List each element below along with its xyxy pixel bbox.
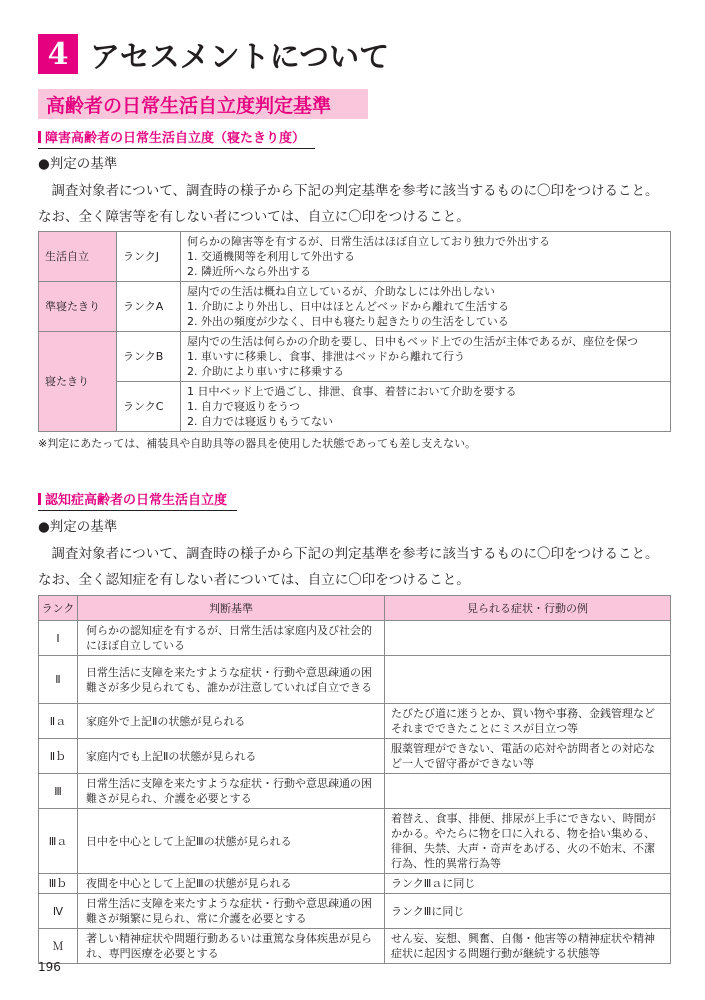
rank-cell: Ⅰ <box>39 621 78 656</box>
examples-cell: 着替え、食事、排便、排尿が上手にできない、時間がかかる。やたらに物を口に入れる、物を拾い集める、徘徊、失禁、大声・奇声をあげる、火の不始末、不潔行為、性的異常行為等 <box>385 809 671 874</box>
chapter-title: アセスメントについて <box>90 40 390 75</box>
rank-cell: Ⅱａ <box>39 704 78 739</box>
criteria-heading: ●判定の基準 <box>38 519 118 535</box>
rank-cell: Ⅲｂ <box>39 874 78 894</box>
table-row <box>39 232 671 282</box>
table-header-row <box>39 596 671 621</box>
category-cell: 生活自立 <box>39 232 117 282</box>
criteria-cell: 日常生活に支障を来たすような症状・行動や意思疎通の困難さが見られ、介護を必要とする <box>78 774 385 809</box>
examples-cell: たびたび道に迷うとか、買い物や事務、金銭管理などそれまでできたことにミスが目立つ等 <box>385 704 671 739</box>
description-line: 2. 外出の頻度が少なく、日中も寝たり起きたりの生活をしている <box>187 315 509 328</box>
chapter-number-badge: 4 <box>38 34 78 74</box>
column-header: ランク <box>39 596 78 621</box>
rank-cell: Ⅲ <box>39 774 78 809</box>
examples-cell <box>385 774 671 809</box>
table-row <box>39 874 671 894</box>
description-line: 2. 自力では寝返りもうてない <box>187 415 333 428</box>
examples-cell <box>385 656 671 704</box>
criteria-cell: 家庭内でも上記Ⅱの状態が見られる <box>78 739 385 774</box>
rank-cell: Ⅱ <box>39 656 78 704</box>
description-line: 1. 介助により外出し、日中はほとんどベッドから離れて生活する <box>187 300 509 313</box>
examples-cell: ランクⅢに同じ <box>385 894 671 929</box>
description-cell <box>181 382 671 432</box>
table-row <box>39 282 671 332</box>
examples-cell: ランクⅢａに同じ <box>385 874 671 894</box>
description-line: 1 日中ベッド上で過ごし、排泄、食事、着替において介助を要する <box>187 385 517 398</box>
table-row <box>39 704 671 739</box>
criteria-heading: ●判定の基準 <box>38 156 118 172</box>
rank-cell: ランクJ <box>117 232 181 282</box>
subsection-title-text: 認知症高齢者の日常生活自立度 <box>45 493 228 508</box>
category-cell: 寝たきり <box>39 332 117 432</box>
rank-cell: Ｍ <box>39 929 78 964</box>
rank-cell: ランクC <box>117 382 181 432</box>
instruction-paragraph: 調査対象者について、調査時の様子から下記の判定基準を参考に該当するものに〇印をつけること。 <box>38 546 659 562</box>
table-row <box>39 739 671 774</box>
criteria-cell: 日中を中心として上記Ⅲの状態が見られる <box>78 809 385 874</box>
description-line: 何らかの障害等を有するが、日常生活はほぼ自立しており独力で外出する <box>187 235 550 248</box>
rank-cell: Ⅱｂ <box>39 739 78 774</box>
chapter-header <box>38 32 389 76</box>
examples-cell: 服薬管理ができない、電話の応対や訪問者との対応など一人で留守番ができない等 <box>385 739 671 774</box>
description-line: 屋内での生活は概ね自立しているが、介助なしには外出しない <box>187 285 495 298</box>
table-row <box>39 929 671 964</box>
criteria-cell: 家庭外で上記Ⅱの状態が見られる <box>78 704 385 739</box>
page-number: 196 <box>38 960 61 974</box>
examples-cell <box>385 621 671 656</box>
criteria-cell: 日常生活に支障を来たすような症状・行動や意思疎通の困難さが頻繁に見られ、常に介護を必要とする <box>78 894 385 929</box>
accent-bar <box>38 493 41 505</box>
column-header: 判断基準 <box>78 596 385 621</box>
description-line: 1. 自力で寝返りをうつ <box>187 400 300 413</box>
description-cell <box>181 282 671 332</box>
description-line: 2. 隣近所へなら外出する <box>187 265 311 278</box>
description-cell <box>181 332 671 382</box>
description-line: 2. 介助により車いすに移乗する <box>187 365 344 378</box>
examples-cell: せん妄、妄想、興奮、自傷・他害等の精神症状や精神症状に起因する問題行動が継続する状態等 <box>385 929 671 964</box>
accent-bar <box>38 131 41 143</box>
instruction-paragraph: 調査対象者について、調査時の様子から下記の判定基準を参考に該当するものに〇印をつけること。 <box>38 183 659 199</box>
criteria-cell: 著しい精神症状や問題行動あるいは重篤な身体疾患が見られ、専門医療を必要とする <box>78 929 385 964</box>
instruction-paragraph: なお、全く障害等を有しない者については、自立に〇印をつけること。 <box>38 209 470 225</box>
description-line: 1. 交通機関等を利用して外出する <box>187 250 355 263</box>
rank-cell: Ⅲａ <box>39 809 78 874</box>
category-cell: 準寝たきり <box>39 282 117 332</box>
section-title: 高齢者の日常生活自立度判定基準 <box>38 89 368 119</box>
table-row <box>39 894 671 929</box>
subsection-title-physical <box>38 127 315 149</box>
criteria-cell: 夜間を中心として上記Ⅲの状態が見られる <box>78 874 385 894</box>
table-row <box>39 809 671 874</box>
table-row <box>39 656 671 704</box>
criteria-cell: 日常生活に支障を来たすような症状・行動や意思疎通の困難さが多少見られても、誰かが注意していれば自立できる <box>78 656 385 704</box>
subsection-title-dementia <box>38 489 237 511</box>
instruction-paragraph: なお、全く認知症を有しない者については、自立に〇印をつけること。 <box>38 572 470 588</box>
table-row <box>39 382 671 432</box>
rank-cell: ランクA <box>117 282 181 332</box>
subsection-title-text: 障害高齢者の日常生活自立度（寝たきり度） <box>45 131 306 146</box>
dementia-independence-table <box>38 595 671 964</box>
criteria-cell: 何らかの認知症を有するが、日常生活は家庭内及び社会的にほぼ自立している <box>78 621 385 656</box>
description-line: 1. 車いすに移乗し、食事、排泄はベッドから離れて行う <box>187 350 465 363</box>
description-line: 屋内での生活は何らかの介助を要し、日中もベッド上での生活が主体であるが、座位を保つ <box>187 335 638 348</box>
rank-cell: ランクB <box>117 332 181 382</box>
column-header: 見られる症状・行動の例 <box>385 596 671 621</box>
description-cell <box>181 232 671 282</box>
rank-cell: Ⅳ <box>39 894 78 929</box>
table-note: ※判定にあたっては、補装具や自助具等の器具を使用した状態であっても差し支えない。 <box>38 437 477 450</box>
table-row <box>39 774 671 809</box>
table-row <box>39 621 671 656</box>
table-row <box>39 332 671 382</box>
physical-independence-table <box>38 231 671 432</box>
